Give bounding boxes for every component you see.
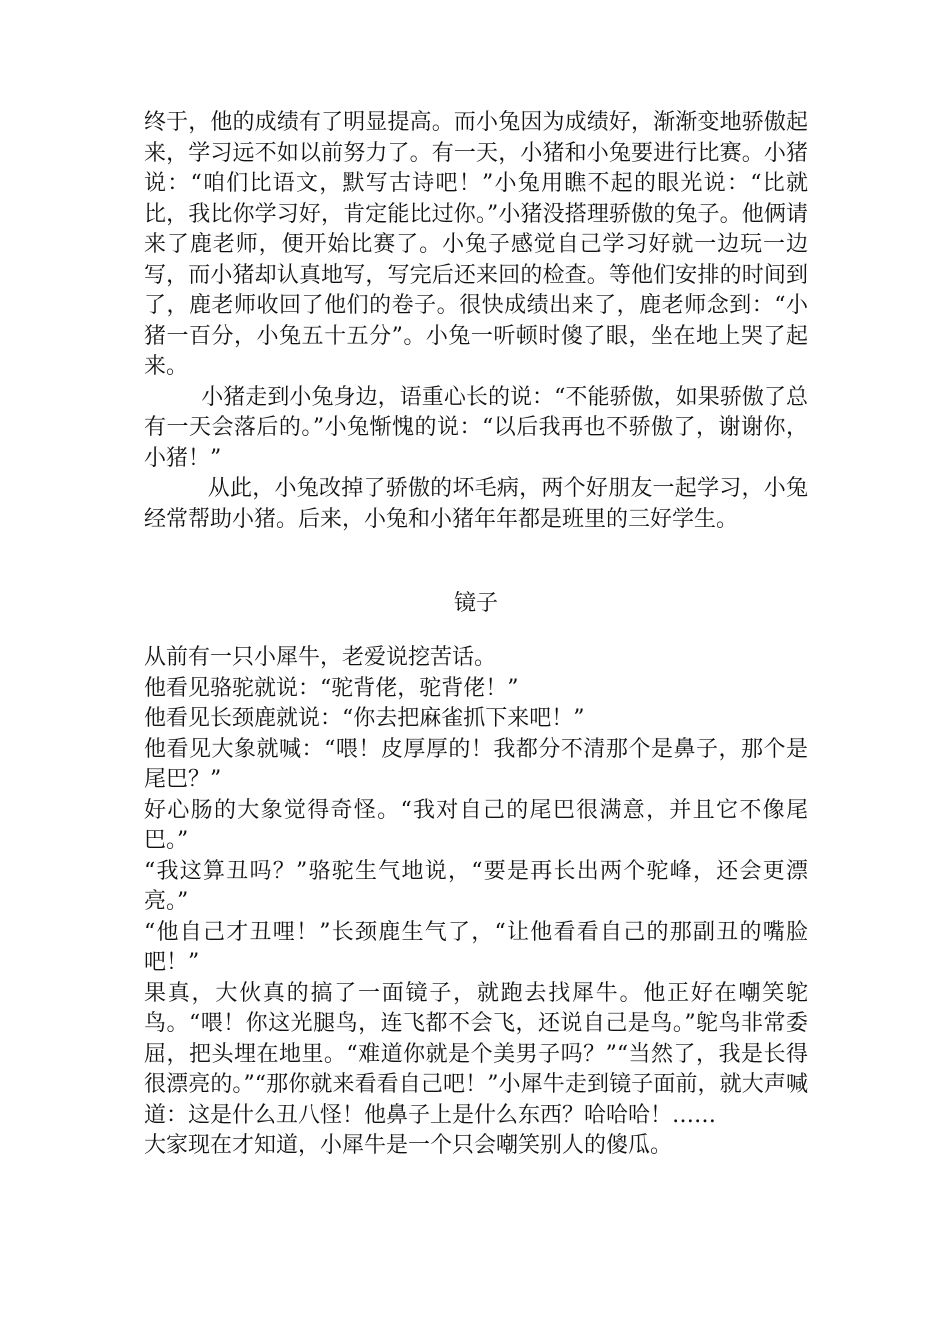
paragraph: 他看见长颈鹿就说：“你去把麻雀抓下来吧！”	[144, 706, 585, 731]
story-mirror	[144, 643, 808, 1162]
story-pig-rabbit	[144, 108, 808, 535]
paragraph: 小猪走到小兔身边，语重心长的说：“不能骄傲，如果骄傲了总有一天会落后的。”小兔惭愧的说：“以后我再也不骄傲了，谢谢你，小猪！”	[144, 384, 808, 471]
paragraph: 他看见骆驼就说：“驼背佬，驼背佬！”	[144, 675, 519, 701]
paragraph: “他自己才丑哩！”长颈鹿生气了，“让他看看自己的那副丑的嘴脸吧！”	[144, 919, 808, 975]
document-page	[144, 108, 808, 1162]
paragraph: 终于，他的成绩有了明显提高。而小兔因为成绩好，渐渐变地骄傲起来，学习远不如以前努力了。有一天，小猪和小兔要进行比赛。小猪说：“咱们比语文，默写古诗吧！”小兔用瞧不起的眼光说：“比就比，我比你学习好，肯定能比过你。”小猪没搭理骄傲的兔子。他俩请来了鹿老师，便开始比赛了。小兔子感觉自己学习好就一边玩一边写，而小猪却认真地写，写完后还来回的检查。等他们安排的时间到了，鹿老师收回了他们的卷子。很快成绩出来了，鹿老师念到：“小猪一百分，小兔五十五分”。小兔一听顿时傻了眼，坐在地上哭了起来。	[144, 110, 808, 379]
story-title: 镜子	[453, 591, 498, 616]
paragraph: 从此，小兔改掉了骄傲的坏毛病，两个好朋友一起学习，小兔经常帮助小猪。后来，小兔和小猪年年都是班里的三好学生。	[144, 476, 808, 532]
paragraph: 他看见大象就喊：“喂！皮厚厚的！我都分不清那个是鼻子，那个是尾巴？”	[144, 736, 808, 792]
paragraph: 好心肠的大象觉得奇怪。“我对自己的尾巴很满意，并且它不像尾巴。”	[144, 797, 808, 853]
paragraph: 果真，大伙真的搞了一面镜子，就跑去找犀牛。他正好在嘲笑鸵鸟。“喂！你这光腿鸟，连飞都不会飞，还说自己是鸟。”鸵鸟非常委屈，把头埋在地里。“难道你就是个美男子吗？”“当然了，我是长得很漂亮的。”“那你就来看看自己吧！”小犀牛走到镜子面前，就大声喊道：这是什么丑八怪！他鼻子上是什么东西？哈哈哈！……	[144, 980, 808, 1128]
paragraph: 从前有一只小犀牛，老爱说挖苦话。	[144, 645, 497, 670]
paragraph: “我这算丑吗？”骆驼生气地说，“要是再长出两个驼峰，还会更漂亮。”	[144, 858, 808, 914]
paragraph: 大家现在才知道，小犀牛是一个只会嘲笑别人的傻瓜。	[144, 1133, 673, 1158]
